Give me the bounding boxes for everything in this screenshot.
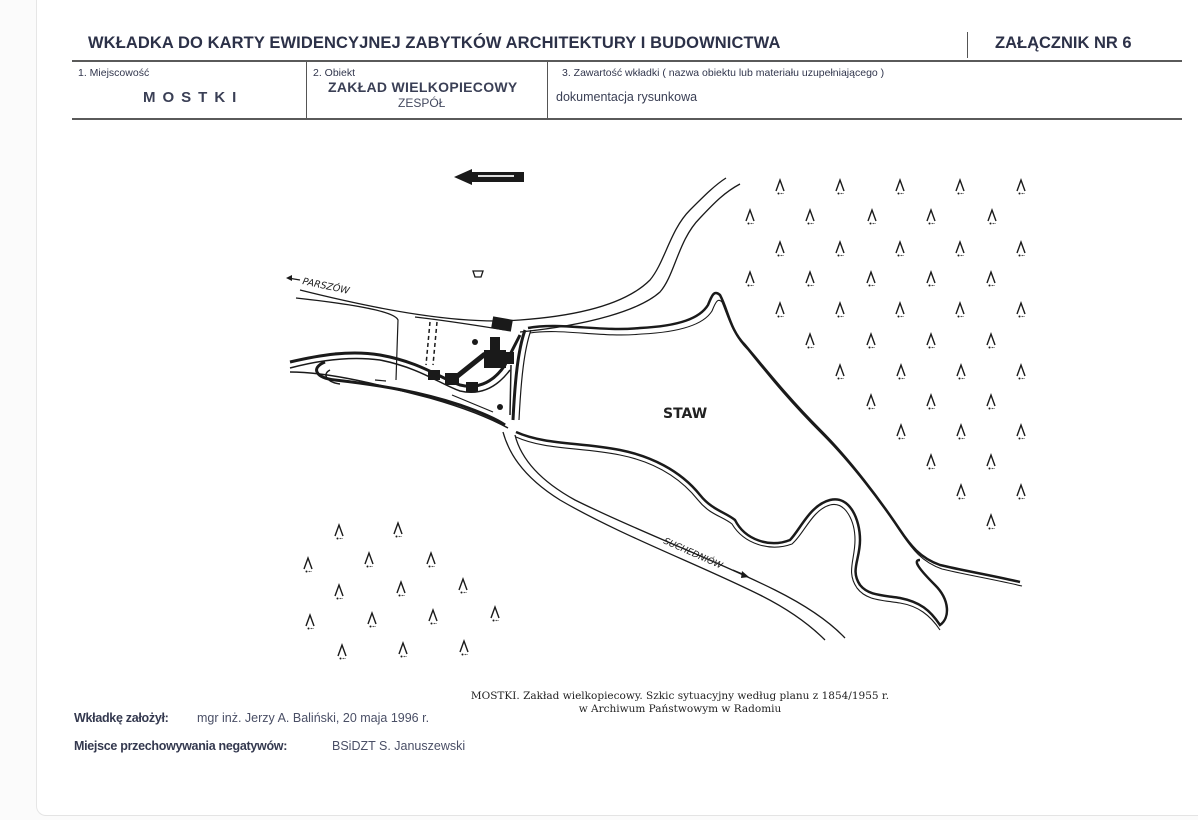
landmark-symbol-icon xyxy=(473,271,483,277)
author-value: mgr inż. Jerzy A. Baliński, 20 maja 1996 r. xyxy=(197,711,430,725)
forest-southwest xyxy=(304,523,499,660)
caption-line-1: MOSTKI. Zakład wielkopiecowy. Szkic sytuacyjny według planu z 1854/1955 r. xyxy=(470,690,890,702)
pond-label: STAW xyxy=(663,406,708,422)
forest-northeast xyxy=(746,180,1025,530)
object-value: ZAKŁAD WIELKOPIECOWY xyxy=(328,79,518,95)
plan-caption xyxy=(440,690,920,716)
annex-number: ZAŁĄCZNIK NR 6 xyxy=(995,34,1132,52)
caption-line-2: w Archiwum Państwowym w Radomiu xyxy=(578,703,782,715)
svg-text:PARSZÓW: PARSZÓW xyxy=(301,276,351,297)
north-arrow-icon xyxy=(454,169,524,185)
negatives-label: Miejsce przechowywania negatywów: xyxy=(74,739,288,753)
road-label-parszow xyxy=(286,275,351,297)
document-title: WKŁADKA DO KARTY EWIDENCYJNEJ ZABYTKÓW ARCHITEKTURY I BUDOWNICTWA xyxy=(88,34,781,52)
content-value: dokumentacja rysunkowa xyxy=(556,90,698,104)
content-label: 3. Zawartość wkładki ( nazwa obiektu lub materiału uzupełniającego ) xyxy=(562,67,885,79)
locality-value: MOSTKI xyxy=(143,89,244,106)
factory-buildings xyxy=(428,316,514,410)
locality-label: 1. Miejscowość xyxy=(78,67,150,79)
object-subtitle: ZESPÓŁ xyxy=(398,96,446,110)
object-label: 2. Obiekt xyxy=(313,67,356,79)
negatives-value: BSiDZT S. Januszewski xyxy=(332,739,466,753)
author-label: Wkładkę założył: xyxy=(74,711,169,725)
svg-text:SUCHEDNIÓW: SUCHEDNIÓW xyxy=(661,536,724,572)
